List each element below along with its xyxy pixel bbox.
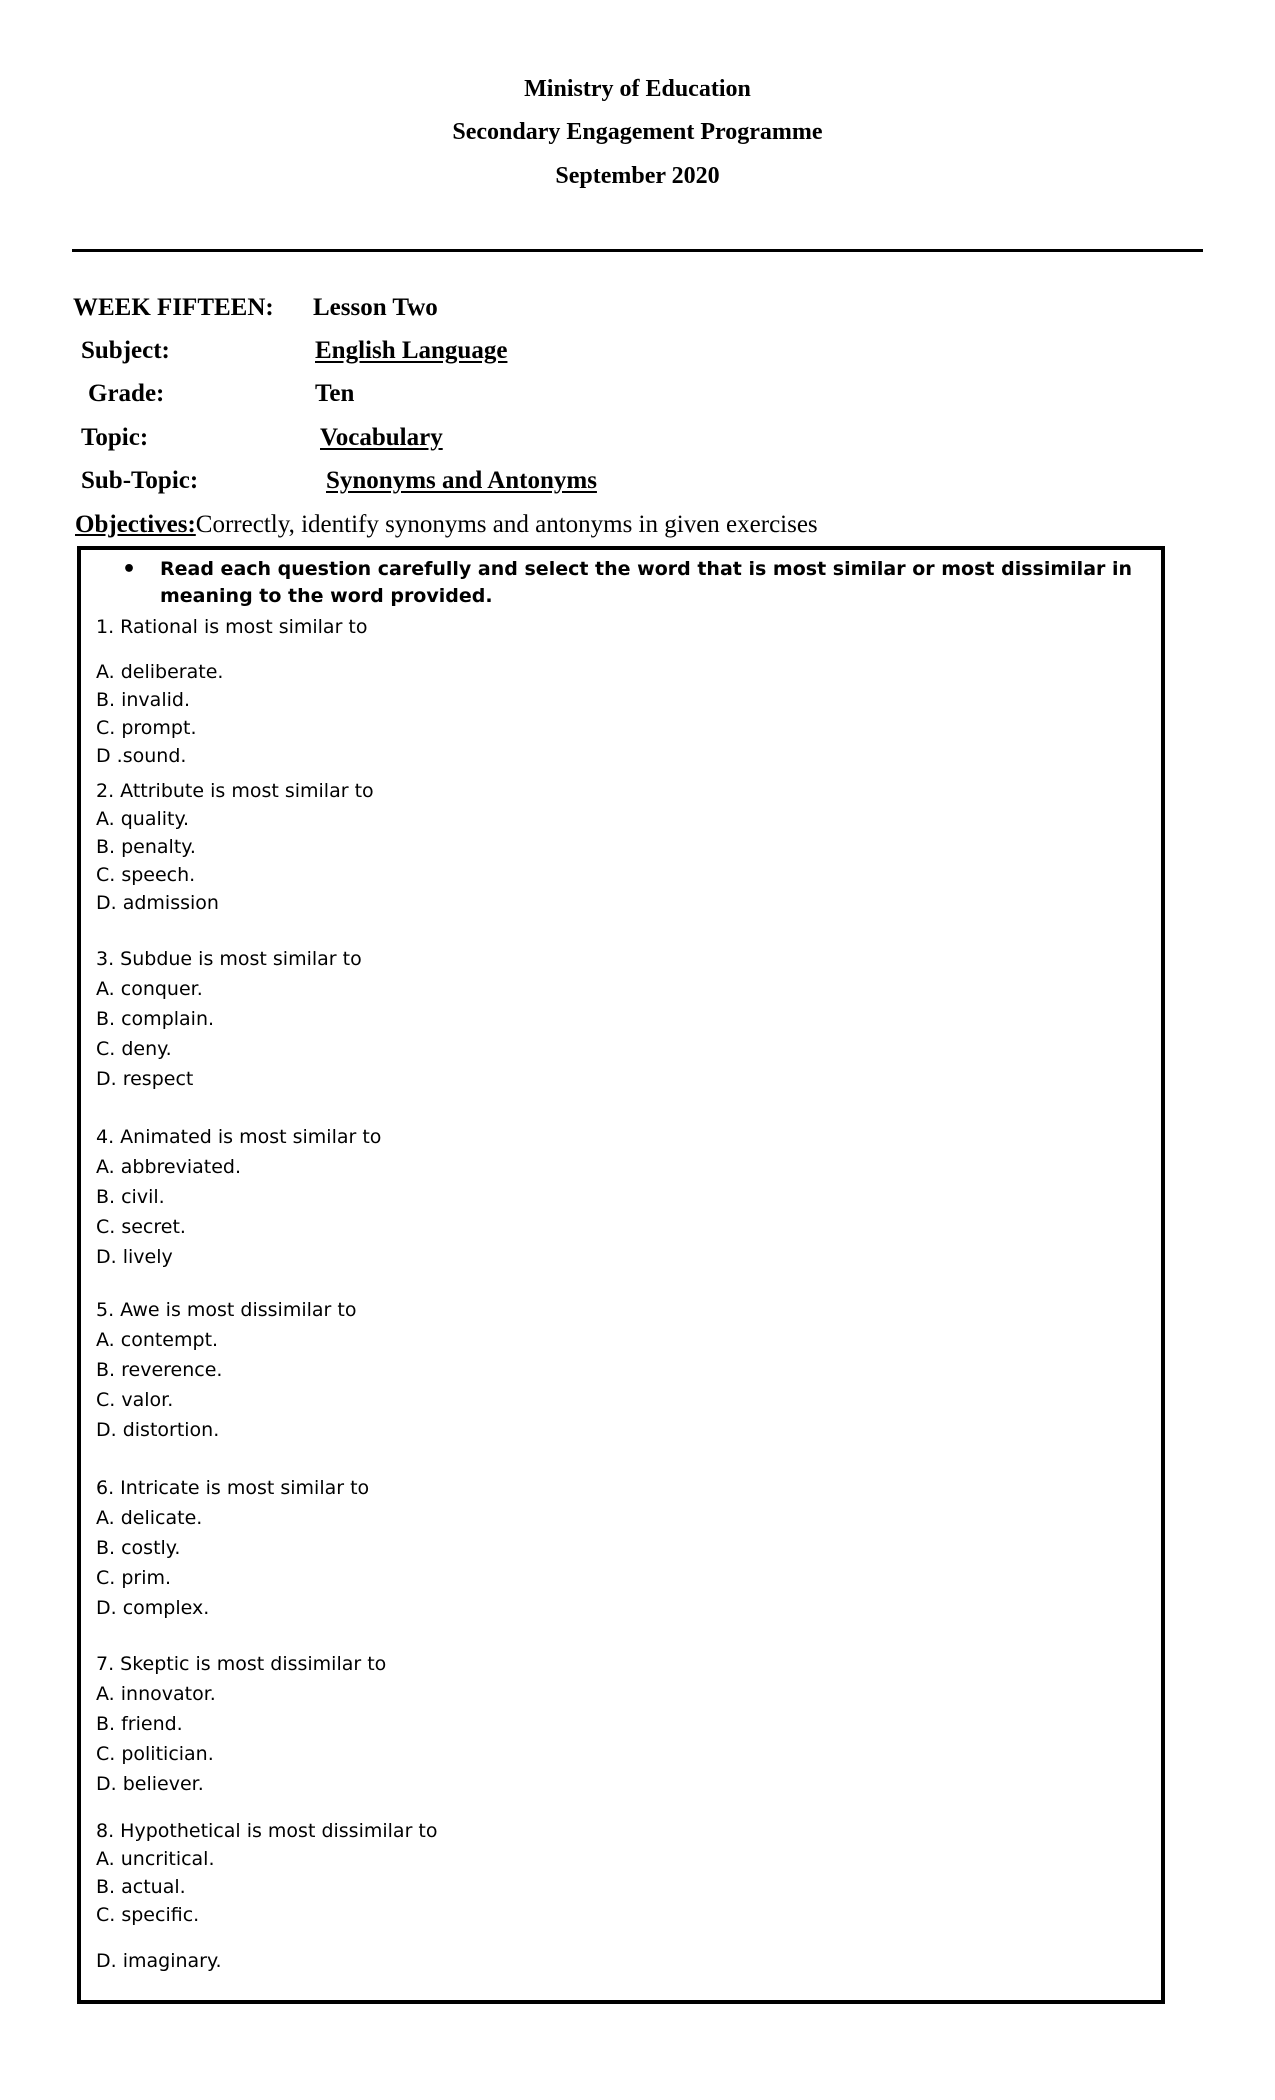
header-programme: Secondary Engagement Programme (452, 119, 823, 145)
header-date: September 2020 (555, 163, 720, 189)
exercise-box (77, 546, 1165, 2004)
option-a: A. deliberate. (96, 661, 224, 683)
week-value: Lesson Two (313, 294, 438, 321)
option-b: B. actual. (96, 1876, 186, 1898)
objectives-text: Correctly, identify synonyms and antonyms in given exercises (195, 511, 818, 538)
objectives (75, 511, 818, 539)
option-b: B. friend. (96, 1713, 183, 1735)
option-d: D. distortion. (96, 1419, 220, 1441)
grade-label: Grade: (88, 380, 165, 407)
instruction-text: Read each question carefully and select the word that is most similar or most dissimilar in meaning to the word provided. (160, 558, 1133, 607)
bullet-icon: • (122, 557, 137, 582)
subject-label: Subject: (81, 337, 170, 364)
option-b: B. complain. (96, 1008, 215, 1030)
grade-value: Ten (315, 380, 355, 407)
option-c: C. politician. (96, 1743, 214, 1765)
question-prompt: 8. Hypothetical is most dissimilar to (96, 1820, 438, 1842)
topic-value: Vocabulary (320, 424, 443, 451)
subtopic-label: Sub-Topic: (81, 467, 199, 494)
option-d: D. complex. (96, 1597, 210, 1619)
topic-label: Topic: (81, 424, 149, 451)
option-a: A. abbreviated. (96, 1156, 241, 1178)
question-prompt: 7. Skeptic is most dissimilar to (96, 1653, 387, 1675)
option-c: C. prim. (96, 1567, 172, 1589)
option-b: B. invalid. (96, 689, 190, 711)
option-a: A. uncritical. (96, 1848, 215, 1870)
week-label: WEEK FIFTEEN: (73, 294, 274, 321)
option-c: C. specific. (96, 1904, 200, 1926)
question-prompt: 2. Attribute is most similar to (96, 780, 374, 802)
option-c: C. prompt. (96, 717, 197, 739)
option-b: B. costly. (96, 1537, 181, 1559)
option-c: C. speech. (96, 864, 196, 886)
option-d: D. lively (96, 1246, 173, 1268)
question-prompt: 4. Animated is most similar to (96, 1126, 382, 1148)
question-prompt: 3. Subdue is most similar to (96, 948, 362, 970)
option-b: B. penalty. (96, 836, 196, 858)
instruction (118, 556, 1170, 610)
option-b: B. civil. (96, 1186, 165, 1208)
option-a: A. contempt. (96, 1329, 219, 1351)
option-d: D. imaginary. (96, 1950, 222, 1972)
header-divider (72, 249, 1203, 252)
option-d: D. admission (96, 892, 219, 914)
option-d: D. believer. (96, 1773, 204, 1795)
option-c: C. deny. (96, 1038, 172, 1060)
question-prompt: 5. Awe is most dissimilar to (96, 1299, 357, 1321)
objectives-label: Objectives: (75, 511, 196, 538)
option-d: D .sound. (96, 745, 187, 767)
option-a: A. delicate. (96, 1507, 203, 1529)
option-a: A. quality. (96, 808, 190, 830)
option-a: A. conquer. (96, 978, 203, 1000)
subject-value: English Language (315, 337, 508, 364)
question-prompt: 1. Rational is most similar to (96, 616, 368, 638)
option-c: C. valor. (96, 1389, 174, 1411)
option-b: B. reverence. (96, 1359, 223, 1381)
option-c: C. secret. (96, 1216, 186, 1238)
subtopic-value: Synonyms and Antonyms (326, 467, 597, 494)
question-prompt: 6. Intricate is most similar to (96, 1477, 370, 1499)
option-a: A. innovator. (96, 1683, 216, 1705)
header-ministry: Ministry of Education (524, 76, 751, 102)
option-d: D. respect (96, 1068, 194, 1090)
